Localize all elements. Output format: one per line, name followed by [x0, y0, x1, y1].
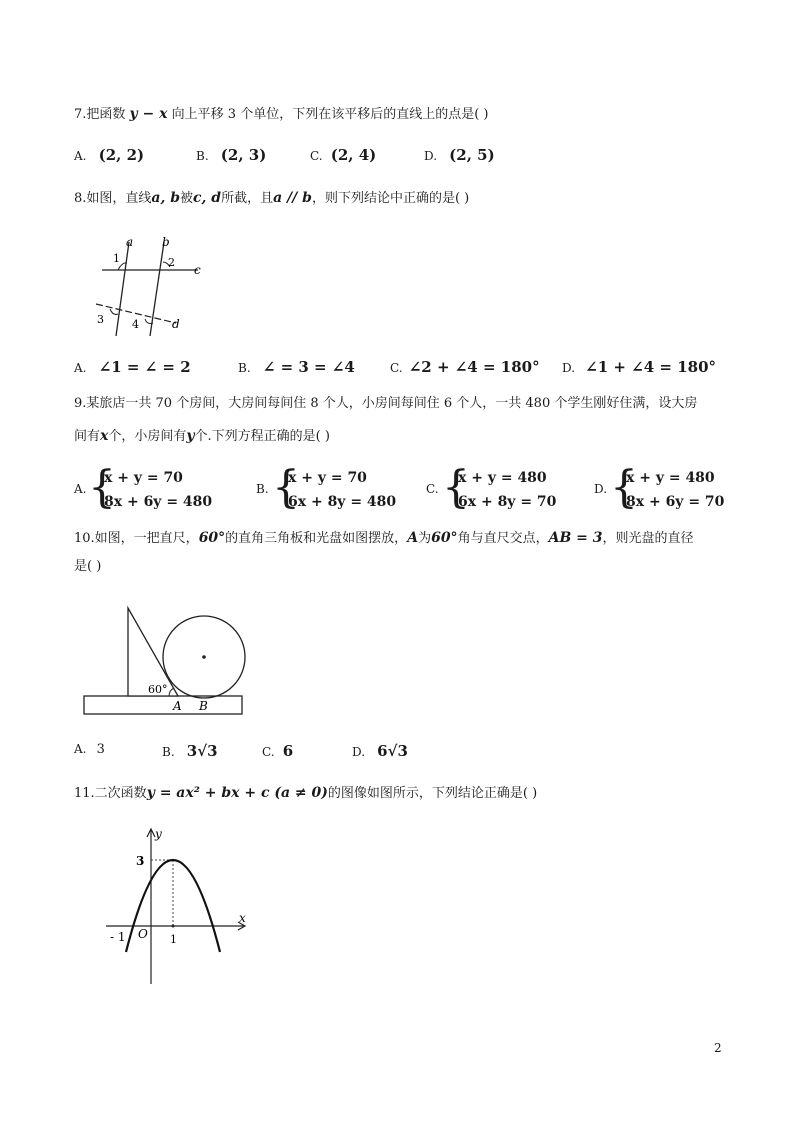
option-value: 3√3 [186, 742, 218, 760]
q9-line-1: 9.某旅店一共 70 个房间，大房间每间住 8 个人，小房间每间住 6 个人，一共 480 个学生刚好住满，设大房 [74, 396, 698, 411]
q10-text-3: 为 [418, 531, 432, 546]
q7-option-b[interactable] [196, 146, 266, 164]
q9-text-3: 个.下列方程正确的是( ) [194, 429, 330, 444]
q9-option-d[interactable] [594, 462, 754, 516]
page-number: 2 [714, 1041, 722, 1055]
option-label: C. [262, 745, 275, 759]
brace: { [272, 462, 300, 513]
q9-text-2: 个，小房间有 [108, 429, 187, 444]
q8-figure [90, 232, 220, 342]
q10-math-A: A [407, 530, 419, 546]
option-value: ∠1 + ∠4 = 180° [585, 358, 717, 376]
label-B: B [199, 699, 208, 713]
q7-option-d[interactable] [424, 146, 495, 164]
label-x: x [239, 911, 246, 925]
q11-text-2: 的图像如图所示，下列结论正确是( ) [327, 786, 538, 801]
label-4: 4 [132, 318, 139, 331]
brace: { [610, 462, 638, 513]
option-label: C. [426, 482, 439, 496]
q8-stem [74, 188, 469, 209]
equation-1: x + y = 70 [288, 470, 367, 486]
brace: { [88, 462, 116, 513]
q10-figure [80, 602, 248, 718]
option-value: 6 [282, 742, 294, 760]
option-label: B. [256, 482, 269, 496]
label-1: 1 [170, 933, 177, 946]
option-value: 6√3 [377, 742, 408, 760]
option-label: A. [74, 149, 87, 163]
q10-text-1: 10.如图，一把直尺， [74, 531, 199, 546]
q8-option-a[interactable] [74, 358, 191, 376]
option-label: C. [310, 149, 323, 163]
q10-option-d[interactable] [352, 742, 408, 760]
q8-math-ab: a, b [151, 190, 181, 206]
ruler [84, 696, 242, 714]
option-label: B. [196, 149, 209, 163]
q9-math-x: x [100, 428, 109, 444]
q7-option-c[interactable] [310, 146, 376, 164]
line-b [150, 242, 164, 336]
q10-math-ab: AB = 3 [548, 530, 603, 546]
label-b: b [162, 235, 170, 249]
q10-line-2: 是( ) [74, 559, 102, 574]
option-value: (2, 5) [449, 146, 495, 164]
option-label: B. [162, 745, 175, 759]
q8-text-2: 被 [180, 191, 194, 206]
equation-2: 6x + 8y = 480 [288, 494, 397, 510]
q9-text-1: 间有 [74, 429, 101, 444]
option-value: (2, 2) [98, 146, 145, 164]
option-value: ∠1 = ∠ = 2 [98, 358, 191, 376]
q9-option-b[interactable] [256, 462, 416, 516]
q10-math-60-2: 60° [431, 530, 458, 546]
q9-option-a[interactable] [74, 462, 234, 516]
angle-label: 60° [148, 683, 168, 696]
label-A: A [173, 699, 182, 713]
equation-2: 6x + 8y = 70 [458, 494, 557, 510]
q8-text-3: 所截，且 [221, 191, 274, 206]
q10-text-5: ，则光盘的直径 [602, 531, 694, 546]
q8-math-parallel: a // b [273, 190, 312, 206]
label-c: c [194, 263, 201, 277]
q11-math-quadratic: y = ax² + bx + c (a ≠ 0) [146, 785, 328, 801]
q8-option-c[interactable] [390, 358, 540, 376]
q10-text-2: 的直角三角板和光盘如图摆放， [225, 531, 408, 546]
equation-1: x + y = 70 [104, 470, 183, 486]
q10-line-1 [74, 528, 694, 549]
option-value: ∠ = 3 = ∠4 [262, 358, 355, 376]
option-label: A. [74, 361, 87, 375]
equation-2: 8x + 6y = 70 [626, 494, 725, 510]
option-label: D. [562, 361, 576, 375]
q7-suffix: 向上平移 3 个单位，下列在该平移后的直线上的点是( ) [171, 107, 489, 122]
label-origin: O [138, 927, 148, 941]
option-label: D. [594, 482, 608, 496]
system [458, 466, 556, 514]
q7-stem [74, 104, 488, 125]
option-value: (2, 4) [330, 146, 377, 164]
option-label: A. [74, 482, 87, 496]
label-d: d [172, 317, 180, 331]
option-value: 3 [96, 742, 105, 757]
q10-option-a[interactable] [74, 742, 105, 757]
q10-option-b[interactable] [162, 742, 218, 760]
system [288, 466, 396, 514]
q8-text-4: ，则下列结论中正确的是( ) [311, 191, 470, 206]
q10-text-4: 角与直尺交点， [457, 531, 549, 546]
option-label: D. [424, 149, 438, 163]
q9-math-y: y [186, 428, 195, 444]
label-3: 3 [97, 313, 104, 326]
q8-option-b[interactable] [238, 358, 355, 376]
option-label: C. [390, 361, 403, 375]
q8-option-d[interactable] [562, 358, 716, 376]
q11-text-1: 11.二次函数 [74, 786, 147, 801]
option-value: (2, 3) [220, 146, 267, 164]
tick-1 [172, 925, 175, 928]
system [626, 466, 724, 514]
angle-3-arc [110, 309, 118, 314]
system [104, 466, 212, 514]
label-a: a [126, 235, 134, 249]
option-label: A. [74, 742, 87, 756]
q9-option-c[interactable] [426, 462, 586, 516]
label-minus-1: - 1 [110, 930, 126, 944]
disc-center [202, 655, 206, 659]
q7-option-a[interactable] [74, 146, 144, 164]
label-3: 3 [136, 854, 145, 868]
q7-function: y − x [129, 106, 168, 122]
equation-2: 8x + 6y = 480 [104, 494, 213, 510]
q8-math-cd: c, d [193, 190, 222, 206]
q9-line-2 [74, 426, 330, 447]
label-1: 1 [113, 252, 120, 265]
option-label: D. [352, 745, 366, 759]
q11-figure [96, 822, 256, 990]
q11-stem [74, 783, 537, 804]
option-value: ∠2 + ∠4 = 180° [408, 358, 540, 376]
option-label: B. [238, 361, 251, 375]
q8-text-1: 8.如图，直线 [74, 191, 152, 206]
label-2: 2 [168, 256, 175, 269]
label-y: y [155, 827, 162, 841]
q10-option-c[interactable] [262, 742, 293, 760]
equation-1: x + y = 480 [458, 470, 547, 486]
q7-prefix: 7.把函数 [74, 107, 126, 122]
equation-1: x + y = 480 [626, 470, 715, 486]
q10-math-60-1: 60° [198, 530, 226, 546]
brace: { [442, 462, 470, 513]
